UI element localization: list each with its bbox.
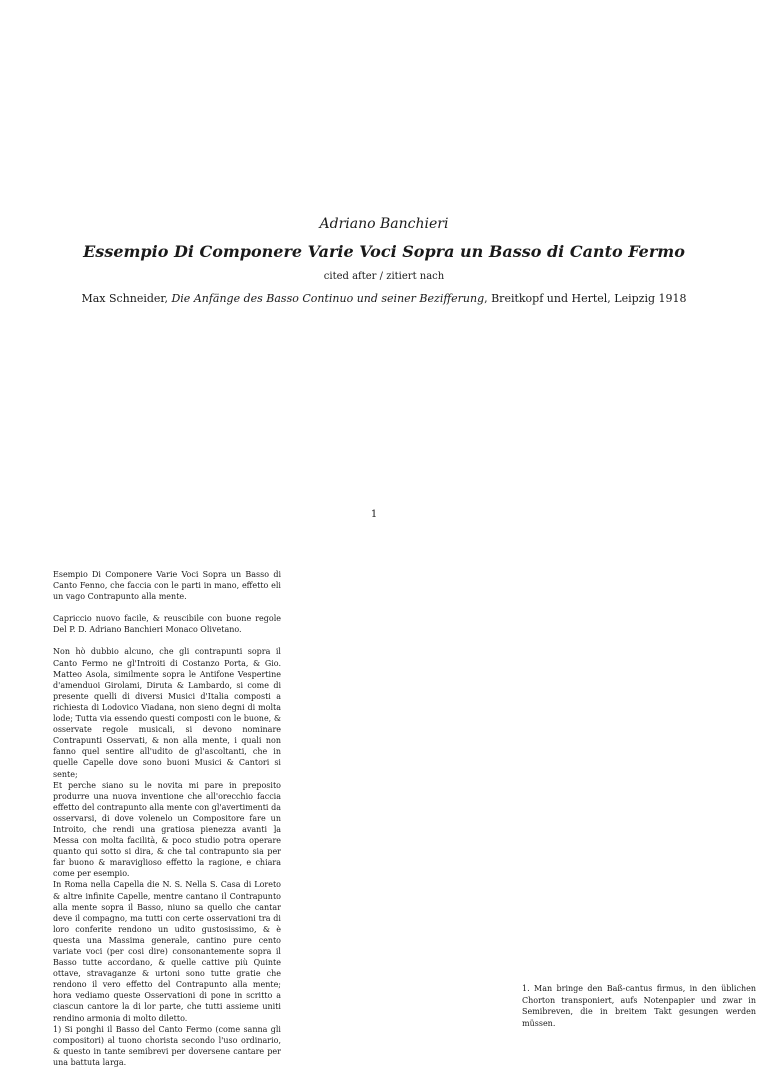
source-publisher: , Breitkopf und Hertel, Leipzig 1918 xyxy=(484,292,687,305)
paragraph-title: Esempio Di Componere Varie Voci Sopra un Basso di Canto Fenno, che faccia con le parti in mano, effetto eli un vago Contrapunto alla mente. xyxy=(53,570,281,602)
author-name: Adriano Banchieri xyxy=(319,216,449,232)
paragraph-invention: Et perche siano su le novita mi pare in preposito produrre una nuova inventione che all'orecchio faccia effetto del contrapunto alla mente con gl'avertimenti da osservarsi, di dove volenelo un Compositore fare un Introito, che rendi una gratiosa pienezza avanti ]a Messa con molta facilità, & poco studio potra operare quanto qui sotto si dira, & che tal contrapunto sia per far buono & maraviglioso effetto la ragione, e chiara come per esempio. xyxy=(53,780,281,879)
source-citation xyxy=(0,292,768,305)
document-title: Essempio Di Componere Varie Voci Sopra un Basso di Canto Fermo xyxy=(83,242,685,261)
paragraph-rule-1: 1) Si ponghi il Basso del Canto Fermo (come sanna gli compositori) al tuono chorista secondo l'uso ordinario, & questo in tante semibrevi per doversene cantare per una battuta larga. xyxy=(53,1024,281,1067)
paragraph-rome: In Roma nella Capella die N. S. Nella S. Casa di Loreto & altre infinite Capelle, mentre cantano il Contrapunto alla mente sopra il Basso, niuno sa quello che cantar deve il compagno, ma tutti con certe osservationi tra di loro conferite rendono un udito gustosissimo, & è questa una Massima generale, cantino pure cento variate voci (per cosi dire) consonantemente sopra il Basso tutte accordano, & quelle cattive più Quinte ottave, stravaganze & urtoni sono tutte gratie che rendono il vero effetto del Contrapunto alla mente; hora vediamo queste Osservationi di pone in scritto a ciascun cantore la di lor parte, che tutti assieme uniti rendino armonia di molto diletto. xyxy=(53,880,281,1023)
body-column xyxy=(53,569,281,1068)
paragraph-subtitle: Capriccio nuovo facile, & reuscibile con buone regole Del P. D. Adriano Banchieri Monaco Olivetano. xyxy=(53,614,281,635)
paragraph-intro: Non hò dubbio alcuno, che gli contrapunti sopra il Canto Fermo ne gl'Introiti di Costanzo Porta, & Gio. Matteo Asola, similmente sopra le Antifone Vespertine d'amenduoi Girolami, Diruta & Lambardo, si come di presente quelli di diversi Musici d'Italia composti a richiesta di Lodovico Viadana, non sieno degni di molta lode; Tutta via essendo questi composti con le buone, & osservate regole musicali, si devono nominare Contrapunti Osservati, & non alla mente, i quali non fanno quel sentire all'udito de gl'ascoltanti, che in quelle Capelle dove sono buoni Musici & Cantori si sente; xyxy=(53,647,281,779)
source-book-title: Die Anfänge des Basso Continuo und seiner Bezifferung xyxy=(171,292,485,305)
footnote: 1. Man bringe den Baß-cantus firmus, in den üblichen Chorton transponiert, aufs Notenpapier und zwar in Semibreven, die in breitem Takt gesungen werden müssen. xyxy=(522,984,756,1028)
cited-after-line: cited after / zitiert nach xyxy=(323,271,445,282)
source-author: Max Schneider, xyxy=(81,292,172,305)
title-block xyxy=(0,216,768,305)
page-number: 1 xyxy=(370,509,378,520)
